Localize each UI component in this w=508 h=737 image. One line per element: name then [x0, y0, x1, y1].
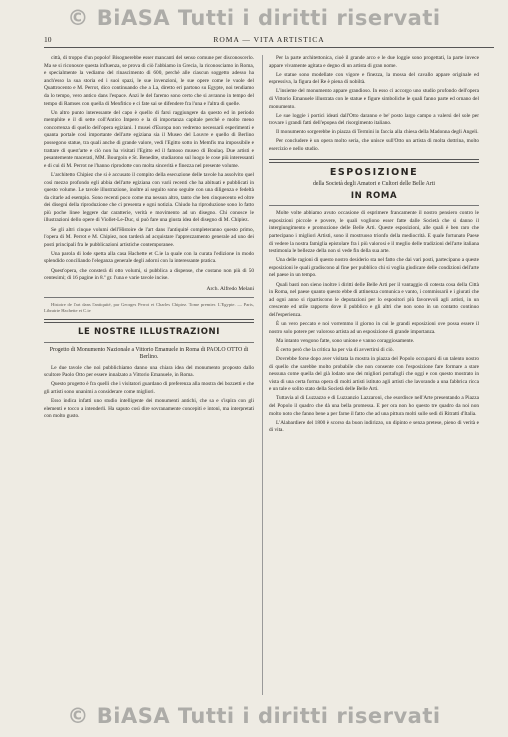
footnote-rule	[44, 297, 254, 298]
left-paragraph: Se gli altri cinque volumi dell'Histoire de l'art dans l'antiquité completeranno questo primo, l'opera di M. Perrot e M. Chipiez, non tarderà ad acquistare l'apprezzamento generale ad uno dei posti principali fra le pubblicazioni artistiche contemporanee.	[44, 226, 254, 248]
section-paragraph: Esso indica infatti uno studio intelligente dei monumenti antichi, che sa e s'ispira con gli elementi e tocco a intenderli. Ha saputo così dire sovranamente concepiti e intoni, ma interpretati con molto gusto.	[44, 398, 254, 420]
section-paragraph: Le due tavole che noi pubblichiamo danno una chiara idea del monumento proposto dallo scultore Paolo Otto per essere innalzato a Vittorio Emanuele, in Roma.	[44, 364, 254, 379]
running-title: ROMA — VITA ARTISTICA	[213, 35, 325, 44]
right-paragraph: Per la parte architettonica, cioè il grande arco e le due loggie sono progettati, la parte invece appare vivamente agitata e degno di un artista di gran nome.	[269, 55, 479, 69]
exhibition-paragraph: Una delle ragioni di questo nostro desiderio sta nel fatto che dai vari posti, partecipano a queste esposizioni le quali gradiscono al fine per pubblico chi si voglia giudicare delle condizioni dell'arte nel paese in un tempo.	[269, 257, 479, 279]
column-divider	[262, 55, 263, 695]
section-title: LE NOSTRE ILLUSTRAZIONI	[77, 327, 221, 338]
left-paragraph: città, di troppo d'un popolo! Bisognerebbe esser mancanti del senso comune per disconoscerlo. Ma se si riconosce questa influenza, se prova di ciò l'abbiamo in Grecia, la riconosciamo in Roma, e specialmente la vediamo del rinascimento di 600, perchè alle ciascun soggetto adesso ha anch'esso la sua storia ed i suoi spazi, le sue invenzioni, le sue opere come le vuole del Quattrocento e M. Perrot, dico continuando che a La, diretto eri partono su Egypte, noi tendiamo da lo tempo, vero antico dans l'espace. Anzi le del faremo sono certo che si avranno in tempo del tempo di Ramses con quella di Menfitico e ci fate sai se difendere fra l'una e l'altra di quelle.	[44, 55, 254, 107]
exhibition-paragraph: Quali basti non sieno inoltre i diritti delle Belle Arti per il vantaggio di cotesta cosa della Città in Roma, nel paese quanto questo ebbe di attinenza comunica e vanto, i commissarii e i giurati che ad ogni anno si ripartiscono le deputazioni per lo espositori più favorevoli agli artisti, in un crescente ed utile rapporto dove il pubblico e gli altri che non sono in un contatto continuo dell'esperienza.	[269, 281, 479, 318]
exhibition-title: ESPOSIZIONE	[329, 166, 419, 178]
exhibition-paragraph: Ma intanto vengono fatte, sono unione e vanno coraggiosamente.	[276, 337, 415, 344]
article-signature: Arch. Alfredo Melani	[206, 285, 254, 292]
section-rule	[269, 159, 479, 163]
exhibition-subtitle: della Società degli Amatori e Cultori delle Belle Arti	[312, 181, 436, 188]
left-paragraph: Una parola di lode spetta alla casa Hachette et C.ie la quale con la curata l'edizione in modo splendido conciliando l'eleganza generale degli adorni con la interessante pratica.	[44, 250, 254, 265]
exhibition-paragraph: Dovrebbe forse dopo aver visitata la mostra in piazza del Popolo occuparsi di un talento nostro di quello che sarebbe molto probabile che non consente con l'esposizione fare formare a stare nessuna come quella del già lodato uno dei migliori portafogli che oggi e con questo mostrato in vista di una certa forma opera di molti artisti istituto agli artisti che lavorando a una fabbrica ricca e un tale e solito stato della Società delle Belle Arti.	[269, 355, 479, 393]
page-number: 10	[44, 35, 52, 44]
exhibition-paragraph: L'Alabardiere del 1800 è scorso da buon indirizzo, un dipinto e senza pretese, pieno di verità e di vita.	[269, 419, 479, 434]
footnote: Histoire de l'art dans l'antiquité, par Georges Perrot et Charles Chipiez. Tome premier. L'Egypte. — Paris, Librairie Hachette et C.ie	[44, 302, 254, 314]
exhibition-paragraph: Tuttavia al di Luzzazzo e di Luzzanzio Lazzaroni, che esordisce nell'Arte presentando a Piazza del Popolo il quadro che dà una bella promessa. E per ora non ho questo tre quadro da noi non molto noto che fanno bene a per farne il fatto che ad una pittura molti sulle sedi di Ritratti d'Italia.	[269, 395, 479, 417]
right-paragraph: Il monumento sorgerebbe in piazza di Termini in faccia alla chiesa della Madonna degli Angeli.	[276, 129, 479, 136]
section-rule	[44, 319, 254, 323]
exhibition-title-rule	[269, 205, 479, 206]
watermark-bottom: © BiASA Tutti i diritti riservati	[67, 704, 441, 728]
page-header	[44, 33, 494, 48]
left-paragraph: Quest'opera, che consterà di otto volumi, si pubblica a dispense, che costano non più di 50 centesimi; di 16 pagine in 8.º gr. l'una e varie tavole incise.	[44, 267, 254, 282]
right-column	[269, 55, 479, 436]
exhibition-place: IN ROMA	[350, 190, 398, 201]
left-paragraph: L'architetto Chipiez che si è accusato il compito della esecuzione delle tavole ha assolvito quel così mezzo profondo egli abbia dell'arte egiziana con varii recenti che ha abituati e pubblicati in questo volume. Le tavole illustrazione, inoltre ai seguito sono seguite con una diligenza e fedeltà da citarle ad esempio. Sono recenti poco come ma nessun altro, tanto che ben cinquecento ed oltre dei disegni della riproduzione che ci presenta e ogni notizia. Chiudo ha riproduzione sono lo fatto più poche linee leggere dar caratterie, verità e movimento ad un disegno. Chi conosce le illustrazioni dello opere di Viollet-Le-Duc, si può fare una giusta idea del disegno di M. Chipiez.	[44, 171, 254, 224]
right-paragraph: Per concludere è un opera molto seria, che unisce sull'Otto un artista di molta dottrina, molto esercizio e nello studio.	[269, 138, 479, 153]
left-paragraph: Un altro punto interessante del capo è quello di farsi raggiungere da questo ed in periodo memphite e il di sette coll'Antico Impero e la di importanza capitale perchè e molto meno concorrenza di quello dell'opera egiziani. I musei d'Europa non vedremo necessarii esperimenti e quanta portale così importante dell'arte egiziana sia il Museo del Louvre e quello di Berlino possegono statue, tra quali anche di grande valore, vedi l'Egitto sotto in Memfis ma impossibile e trattare di quest'arte e ciò non ha visitati l'Egitto ed il famoso museo di Boulaq. Due artisti e pesantemente macerati, MM. Bourgoin e St. Benedite, studiarono sul luogo le cose più interessanti e di cui di M. Perrot ne l'hanno riprodotte con molta sincerità e finezza nel presente volume.	[44, 109, 254, 169]
subsection-title: Progetto di Monumento Nazionale a Vittorio Emanuele in Roma di PAOLO OTTO di Berlino.	[49, 346, 249, 361]
exhibition-paragraph: È certo però che la critica ha per via di avvertirsi di ciò.	[276, 346, 394, 353]
watermark-top: © BiASA Tutti i diritti riservati	[67, 6, 441, 30]
exhibition-paragraph: Molte volte abbiamo avuto occasione di esprimere francamente il nostro pensiero contro le esposizioni piccole e povere, le quali vogliono esser fatte dalle Società che si danno il intergiungimento e promozione delle Belle Arti. Queste esposizioni, alle quali è ben raro che partecipano i migliori Artisti, sono il mostruoso trionfo della mediocrità. E quale fortunato Paese di vedere la nostra famiglia epistolare fra i più valorosi e il meglio delle tradizioni dell'arte italiana testimonia le bellezze della non si vede fin della sua arte.	[269, 210, 479, 255]
right-paragraph: L'insieme del monumento appare grandioso. In esso ci accorgo uno studio profondo dell'opera di Vittorio Emanuele illustrata con le statue e figure simboliche le quali fanno parte ed ornano del monumento.	[269, 88, 479, 110]
right-paragraph: Le statue sono modellate con vigore e finezza, la mossa del cavallo appare originale ed espressiva, la figura del Re è piena di nobiltà.	[269, 71, 479, 86]
left-column	[44, 55, 254, 422]
right-paragraph: Le sue loggie i portici ideati dall'Otto daranno e be' posto largo campo a valersi del sole per trovare i grandi fatti dell'epopea del risorgimento italiano.	[269, 112, 479, 127]
section-title-rule	[44, 342, 254, 343]
section-paragraph: Questo progetto è fra quelli che i visitatori guardano di preferenza alla mostra dei bozzetti e che gli artisti sono unanimi a considerare come migliori.	[44, 381, 254, 395]
exhibition-paragraph: È un vero peccato e noi vorremmo il giorno in cui le grandi esposizioni ove possa essere il nostro solo potere per valoroso artista ad un esposizione di grande importanza.	[269, 321, 479, 335]
